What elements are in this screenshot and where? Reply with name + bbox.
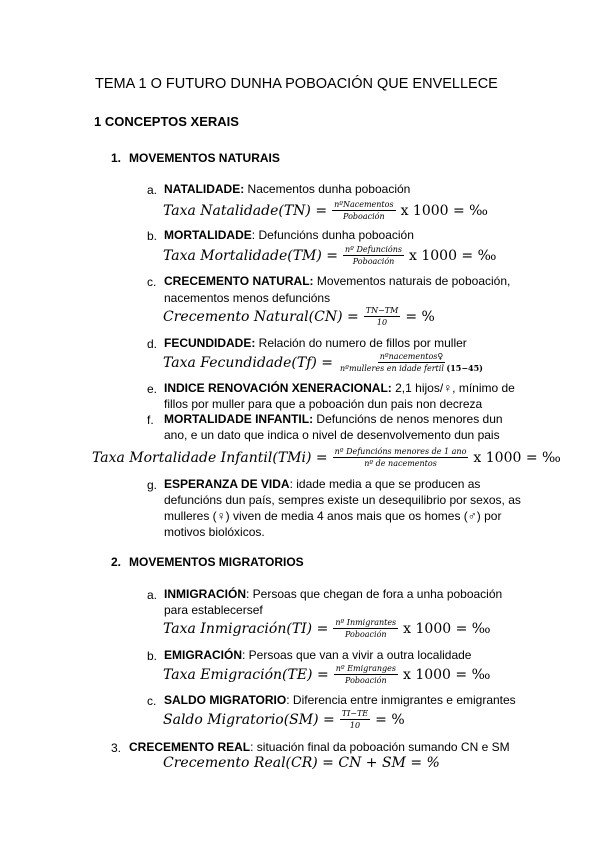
formula (163, 709, 405, 730)
formula (92, 447, 561, 468)
fraction-denominator (338, 363, 485, 373)
list-item-text (164, 273, 510, 290)
fraction-numerator: nºnacementos♀ (379, 352, 444, 361)
term: MORTALIDADE INFANTIL: (164, 412, 314, 426)
fraction-numerator: TN−TM (365, 306, 399, 315)
subsection-number: 1. (111, 151, 122, 165)
term: SALDO MIGRATORIO (164, 693, 287, 707)
definition: : situación final da poboación sumando CN e SM (250, 740, 510, 754)
list-marker: b. (147, 649, 158, 663)
fraction (334, 664, 398, 685)
formula-rhs: x 1000 = ‰ (402, 666, 491, 683)
formula-lhs: Taxa Fecundidade(Tf) = (163, 354, 334, 371)
list-item-text (164, 647, 471, 664)
page-title: TEMA 1 O FUTURO DUNHA POBOACIÓN QUE ENVELLECE (95, 76, 498, 92)
list-marker: b. (147, 229, 158, 243)
formula (163, 352, 490, 373)
term: FECUNDIDADE: (164, 336, 256, 350)
formula-rhs: x 1000 = ‰ (403, 620, 491, 637)
fraction (364, 306, 401, 327)
formula-lhs: Crecemento Natural(CN) = (163, 308, 359, 325)
term: MORTALIDADE (164, 228, 252, 242)
list-item-text-line: para establecersef (164, 603, 263, 617)
list-item-text-line: nacementos menos defuncións (164, 291, 331, 305)
list-marker: f. (147, 413, 154, 427)
list-item-text (164, 476, 480, 493)
formula-lhs: Taxa Emigración(TE) = (163, 666, 329, 683)
term: INMIGRACIÓN (164, 587, 246, 601)
list-marker: 3. (111, 741, 122, 755)
list-marker: a. (147, 588, 158, 602)
formula-rhs: x 1000 = ‰ (409, 247, 497, 264)
list-item-text (164, 380, 515, 397)
fraction-numerator: nº Emigranges (335, 664, 396, 673)
list-marker: a. (147, 183, 158, 197)
definition: Movementos naturais de poboación, (313, 274, 511, 288)
list-marker: g. (147, 478, 158, 492)
fraction-denominator: nº de nacementos (364, 459, 437, 468)
formula (163, 200, 488, 221)
list-marker: d. (147, 337, 158, 351)
fraction (333, 618, 398, 639)
fraction-numerator: TI−TE (341, 709, 369, 718)
fraction-numerator: nº Defuncións menores de 1 ano (334, 447, 467, 456)
list-item-text-line: defuncións dun país, sempres existe un desequilibrio por sexos, as (164, 493, 521, 507)
definition: Relación do numero de fillos por muller (255, 336, 467, 350)
fraction (338, 352, 485, 373)
term: EMIGRACIÓN (164, 648, 242, 662)
formula-rhs: = % (375, 711, 405, 728)
list-item-text-line: mulleres (♀) viven de media 4 anos mais que os homes (♂) por (164, 509, 502, 523)
term: CRECEMENTO REAL (129, 740, 251, 754)
term: NATALIDADE: (164, 182, 245, 196)
list-marker: c. (147, 694, 157, 708)
subsection-heading: MOVEMENTOS MIGRATORIOS (129, 555, 304, 569)
formula-lhs: Saldo Migratorio(SM) = (163, 711, 335, 728)
fraction (332, 200, 396, 221)
formula-lhs: Taxa Mortalidade Infantil(TMi) = (92, 449, 328, 466)
formula (163, 245, 496, 266)
definition: Defuncións de nenos menores dun (313, 412, 503, 426)
list-marker: e. (147, 382, 158, 396)
formula-lhs: Taxa Mortalidade(TM) = (163, 247, 339, 264)
list-item-text-line: motivos biolóxicos. (164, 525, 265, 539)
fraction-denominator: Poboación (345, 676, 387, 685)
term: ESPERANZA DE VIDA (164, 477, 290, 491)
list-item-text (164, 181, 410, 198)
formula-lhs: Taxa Natalidade(TN) = (163, 202, 328, 219)
fraction-numerator: nºNacementos (334, 200, 394, 209)
formula-expression: Crecemento Real(CR) = CN + SM = % (163, 755, 440, 771)
fraction-denominator: 10 (349, 721, 361, 730)
definition: : Defuncións dunha poboación (251, 228, 414, 242)
list-item-text (164, 227, 414, 244)
list-item-text (164, 411, 503, 428)
fraction (340, 709, 370, 730)
list-marker: c. (147, 275, 157, 289)
section-heading: 1 CONCEPTOS XERAIS (94, 114, 239, 129)
list-item-text (164, 586, 502, 603)
fraction-denominator: Poboación (352, 257, 395, 266)
term: INDICE RENOVACIÓN XENERACIONAL: (164, 381, 392, 395)
fraction-denominator: 10 (376, 318, 388, 327)
formula (163, 664, 490, 685)
fraction-numerator: nº Inmigrantes (335, 618, 397, 627)
definition: : Persoas que van a vivir a outra localidade (242, 648, 472, 662)
fraction (333, 447, 469, 468)
list-item-text (129, 739, 510, 756)
subsection-number: 2. (111, 555, 122, 569)
formula-rhs: = % (405, 308, 435, 325)
fraction (343, 245, 404, 266)
formula (163, 618, 491, 639)
formula-lhs: Taxa Inmigración(TI) = (163, 620, 329, 637)
list-item-text (164, 692, 516, 709)
list-item-text-line: ano, e un dato que indica o nivel de desenvolvemento dun pais (164, 428, 500, 442)
definition: : Diferencia entre inmigrantes e emigrantes (286, 693, 516, 707)
fraction-denominator: Poboación (343, 212, 385, 221)
age-range: (15−45) (446, 363, 483, 373)
list-item-text-line: fillos por muller para que a poboación dun pais non decreza (164, 397, 483, 411)
formula (163, 755, 440, 771)
definition: Nacementos dunha poboación (244, 182, 411, 196)
formula-rhs: x 1000 = ‰ (473, 449, 561, 466)
term: CRECEMENTO NATURAL: (164, 274, 314, 288)
definition: : Persoas que chegan de fora a unha poboación (246, 587, 503, 601)
fraction-numerator: nº Defuncións (345, 245, 402, 254)
fraction-denominator: Poboación (344, 630, 387, 639)
subsection-heading: MOVEMENTOS NATURAIS (129, 151, 280, 165)
formula-rhs: x 1000 = ‰ (400, 202, 488, 219)
list-item-text (164, 335, 467, 352)
definition: : idade media a que se producen as (289, 477, 481, 491)
denominator-text: nºmulleres en idade fertil (340, 364, 444, 373)
definition: 2,1 hijos/♀, mínimo de (391, 381, 515, 395)
formula (163, 306, 435, 327)
